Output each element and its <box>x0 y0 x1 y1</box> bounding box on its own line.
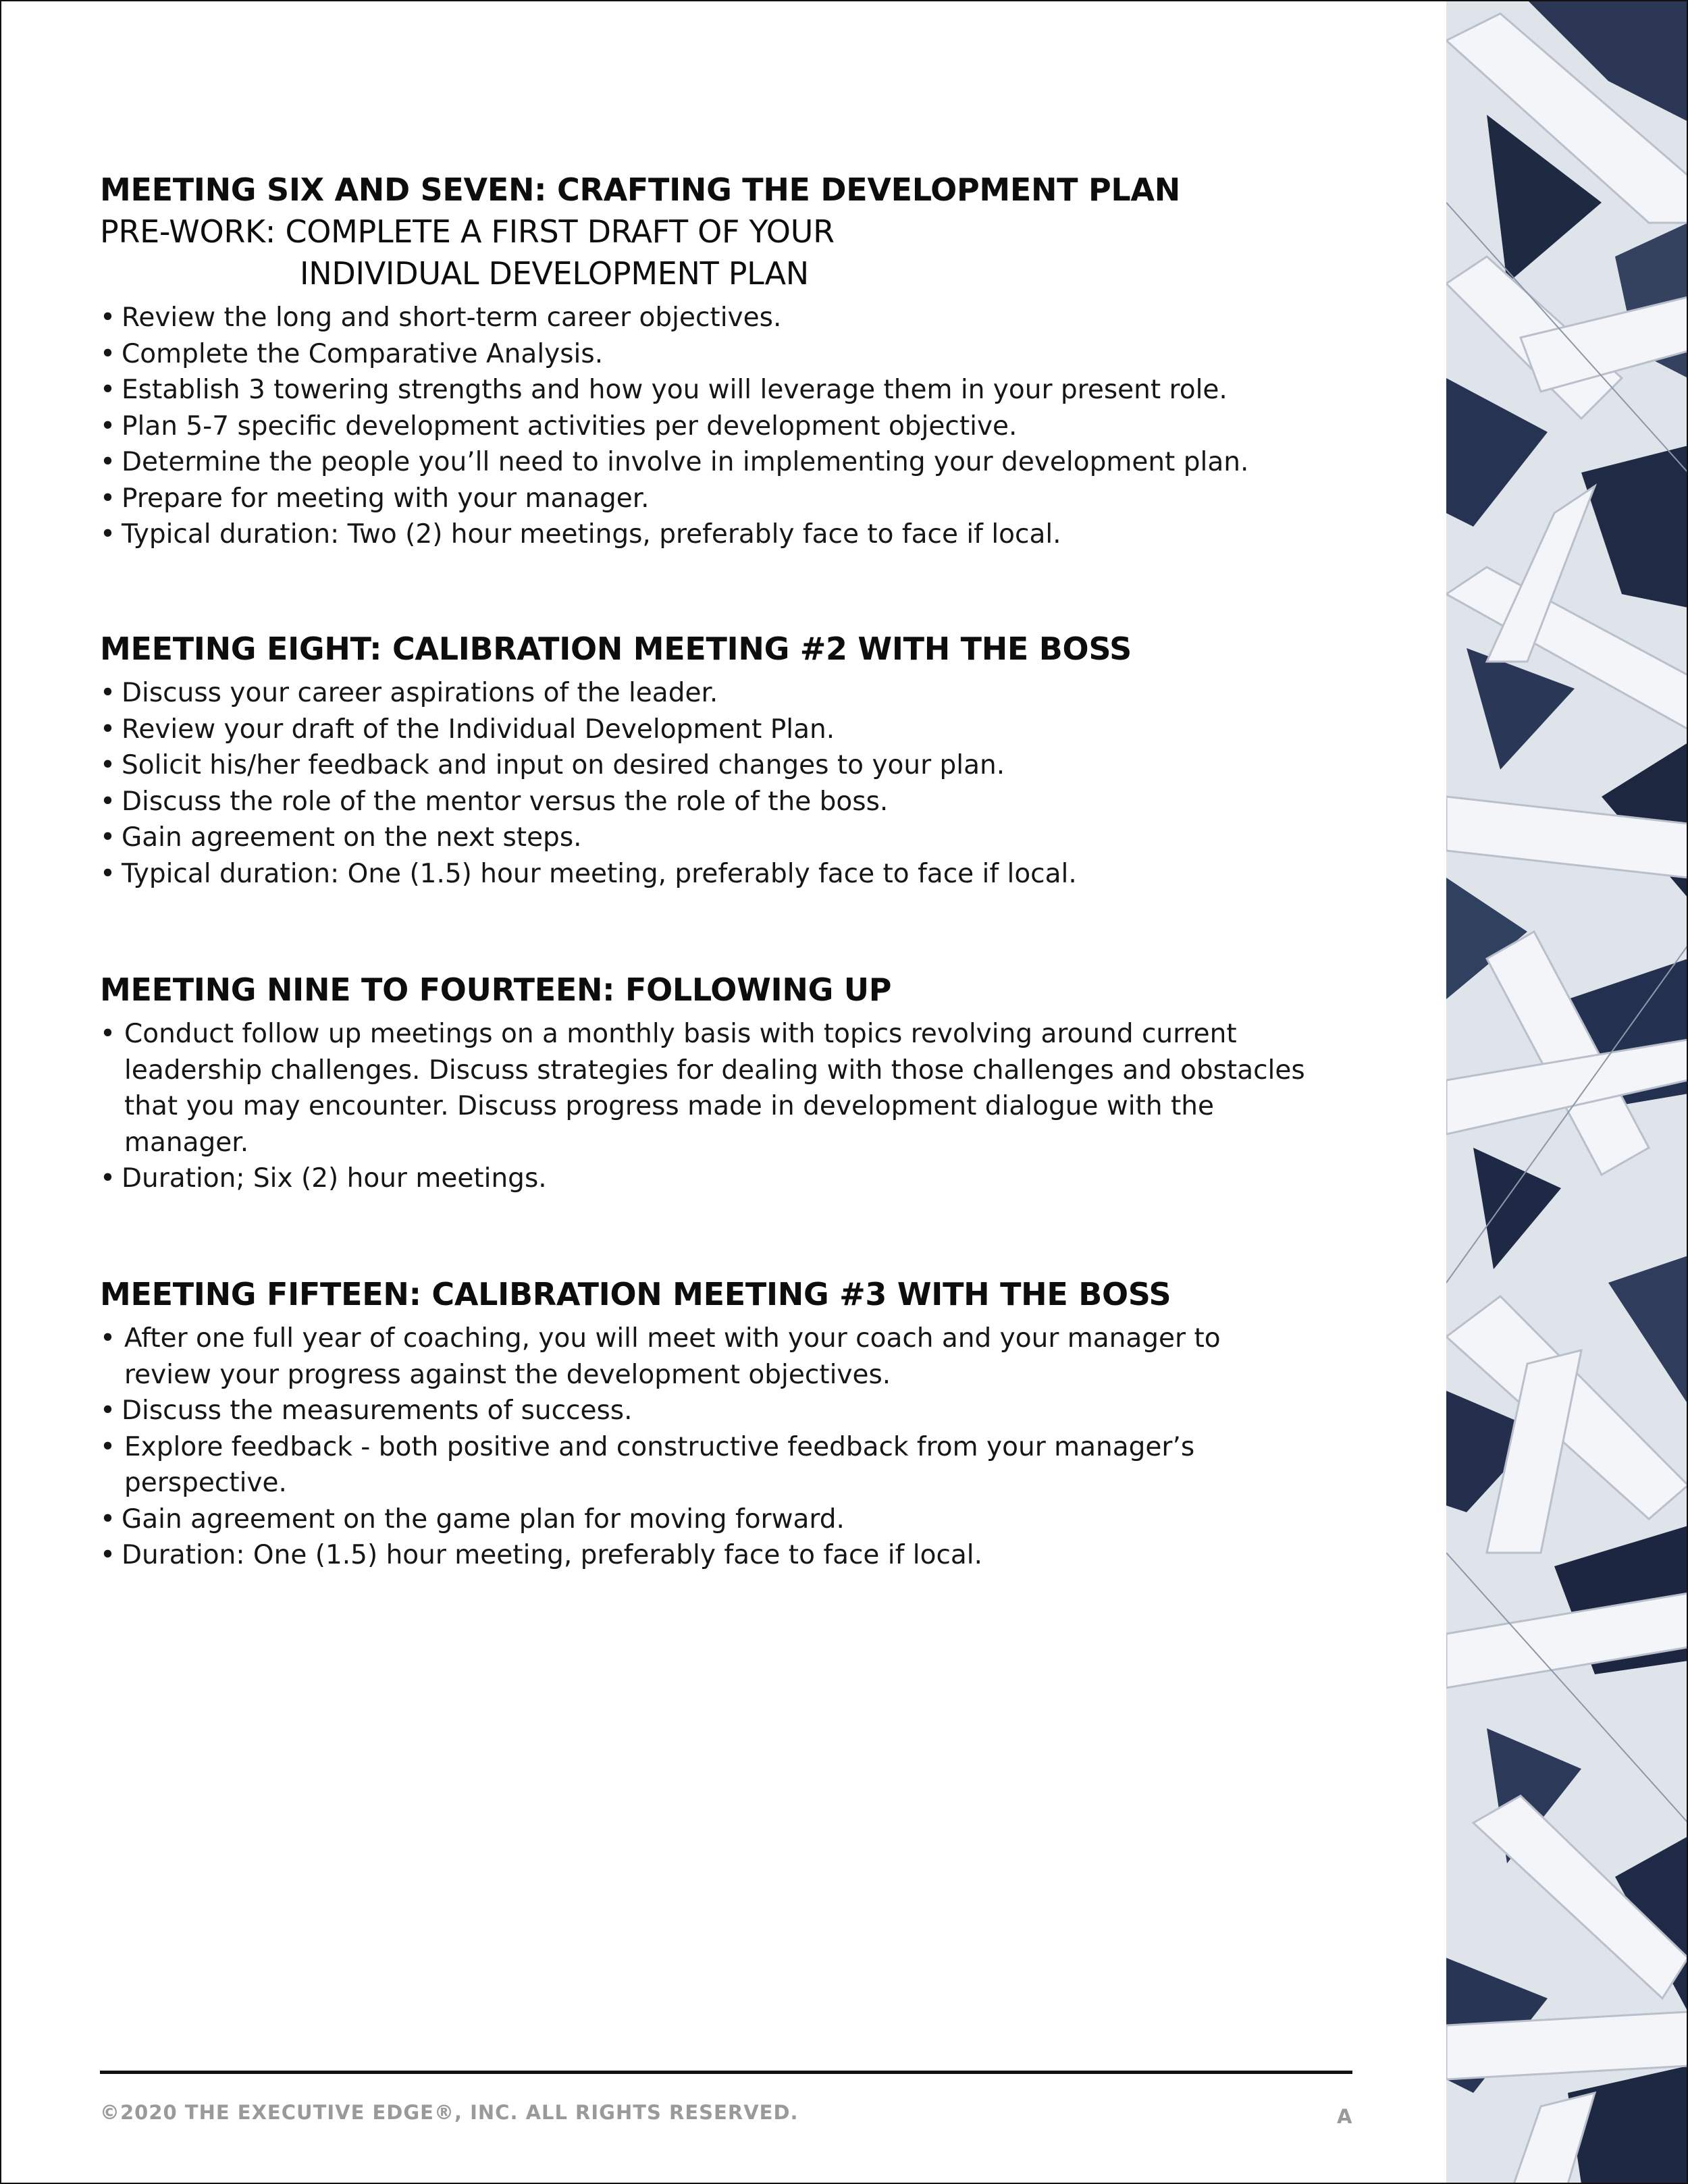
footer-copyright: ©2020 THE EXECUTIVE EDGE®, INC. ALL RIGHTS RESERVED. <box>100 2101 799 2124</box>
section-meeting-six-seven <box>100 169 1410 553</box>
list-item: • Establish 3 towering strengths and how you will leverage them in your present role. <box>100 372 1410 408</box>
section-heading: MEETING NINE TO FOURTEEN: FOLLOWING UP <box>100 971 892 1008</box>
list-item: • Duration; Six (2) hour meetings. <box>100 1161 1410 1197</box>
list-item: • Review your draft of the Individual Development Plan. <box>100 712 1410 748</box>
list-item: • Determine the people you’ll need to involve in implementing your development plan. <box>100 444 1410 481</box>
architecture-graphic <box>1446 0 1688 2184</box>
list-item: • Typical duration: One (1.5) hour meeting, preferably face to face if local. <box>100 856 1410 893</box>
list-item: • Discuss the role of the mentor versus the role of the boss. <box>100 784 1410 820</box>
section-heading: MEETING SIX AND SEVEN: CRAFTING THE DEVELOPMENT PLAN <box>100 171 1180 208</box>
bullet-list <box>100 1016 1410 1197</box>
list-item: • Review the long and short-term career objectives. <box>100 300 1410 336</box>
list-item: • Gain agreement on the game plan for moving forward. <box>100 1501 1410 1538</box>
page-number: A <box>1337 2105 1352 2128</box>
section-meeting-eight <box>100 628 1410 892</box>
section-meeting-fifteen <box>100 1273 1410 1574</box>
subheading-line-2: INDIVIDUAL DEVELOPMENT PLAN <box>300 255 809 292</box>
subheading-line-1: PRE-WORK: COMPLETE A FIRST DRAFT OF YOUR <box>100 213 835 250</box>
list-item: • After one full year of coaching, you will meet with your coach and your manager to review your progress against the development objectives. <box>100 1321 1313 1393</box>
list-item: • Duration: One (1.5) hour meeting, preferably face to face if local. <box>100 1537 1410 1574</box>
section-meeting-nine-to-fourteen <box>100 969 1410 1197</box>
bullet-list <box>100 300 1410 553</box>
list-item: • Discuss the measurements of success. <box>100 1393 1410 1429</box>
list-item: • Complete the Comparative Analysis. <box>100 336 1410 373</box>
bullet-list <box>100 1321 1410 1574</box>
bullet-list <box>100 675 1410 892</box>
list-item: • Explore feedback - both positive and constructive feedback from your manager’s perspective. <box>100 1429 1313 1501</box>
decorative-architecture-image <box>1446 0 1688 2184</box>
section-subheading <box>100 211 1410 294</box>
list-item: • Plan 5-7 specific development activities per development objective. <box>100 408 1410 445</box>
list-item: • Solicit his/her feedback and input on desired changes to your plan. <box>100 747 1410 784</box>
list-item: • Typical duration: Two (2) hour meetings, preferably face to face if local. <box>100 516 1410 553</box>
list-item: • Prepare for meeting with your manager. <box>100 481 1410 517</box>
list-item: • Gain agreement on the next steps. <box>100 820 1410 856</box>
list-item: • Conduct follow up meetings on a monthly basis with topics revolving around current leadership challenges. Discuss strategies for dealing with those challenges and obstacles that you may encounter. Discuss progress made in development dialogue with the manager. <box>100 1016 1313 1161</box>
section-heading: MEETING EIGHT: CALIBRATION MEETING #2 WITH THE BOSS <box>100 631 1132 667</box>
section-heading: MEETING FIFTEEN: CALIBRATION MEETING #3 WITH THE BOSS <box>100 1276 1171 1312</box>
list-item: • Discuss your career aspirations of the leader. <box>100 675 1410 712</box>
footer-divider <box>100 2071 1352 2074</box>
